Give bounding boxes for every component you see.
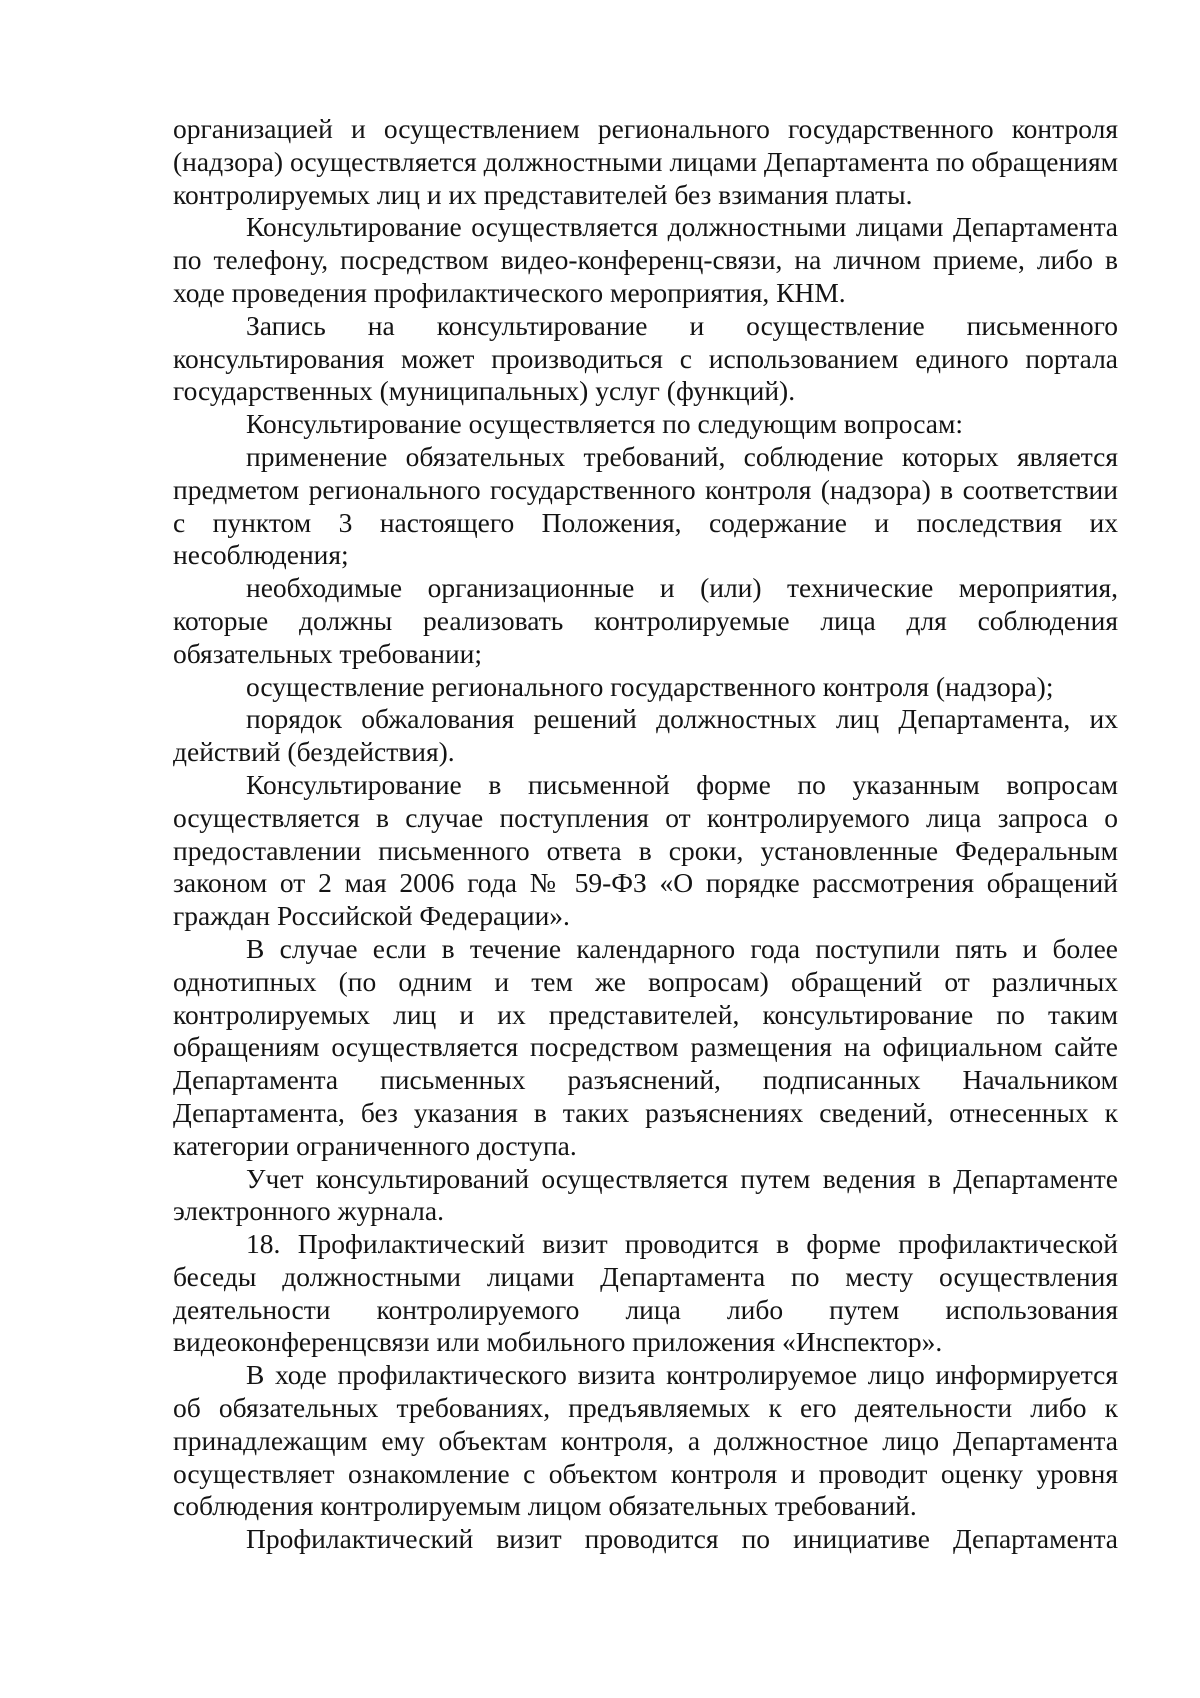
paragraph-2: Консультирование осуществляется должностными лицами Департамента по телефону, посредством видео-конференц-связи, на личном приеме, либо в ходе проведения профилактического мероприятия, КНМ. (173, 211, 1118, 308)
paragraph-11: Учет консультирований осуществляется путем ведения в Департаменте электронного журнала. (173, 1162, 1118, 1227)
paragraph-6: необходимые организационные и (или) технические мероприятия, которые должны реализовать контролируемые лица для соблюдения обязательных требовании; (173, 572, 1118, 669)
paragraph-5: применение обязательных требований, соблюдение которых является предметом регионального государственного контроля (надзора) в соответствии с пунктом 3 настоящего Положения, содержание и последствия их несоблюдения; (173, 440, 1118, 571)
paragraph-12: 18. Профилактический визит проводится в форме профилактической беседы должностными лицами Департамента по месту осуществления деятельности контролируемого лица либо путем использования видеоконференцсвязи или мобильного приложения «Инспектор». (173, 1228, 1118, 1358)
paragraph-7: осуществление регионального государственного контроля (надзора); (246, 670, 1054, 702)
paragraph-1: организацией и осуществлением регионального государственного контроля (надзора) осуществляется должностными лицами Департамента по обращениям контролируемых лиц и их представителей без взимания платы. (173, 113, 1118, 210)
document-body (173, 113, 1118, 1556)
paragraph-8: порядок обжалования решений должностных лиц Департамента, их действий (бездействия). (173, 703, 1118, 768)
paragraph-10: В случае если в течение календарного года поступили пять и более однотипных (по одним и тем же вопросам) обращений от различных контролируемых лиц и их представителей, консультирование по таким обращениям осуществляется посредством размещения на официальном сайте Департамента письменных разъяснений, подписанных Начальником Департамента, без указания в таких разъяснениях сведений, отнесенных к категории ограниченного доступа. (173, 932, 1118, 1161)
paragraph-14: Профилактический визит проводится по инициативе Департамента (246, 1523, 1118, 1555)
paragraph-4: Консультирование осуществляется по следующим вопросам: (246, 408, 964, 440)
paragraph-13: В ходе профилактического визита контролируемое лицо информируется об обязательных требованиях, предъявляемых к его деятельности либо к принадлежащим ему объектам контроля, а должностное лицо Департамента осуществляет ознакомление с объектом контроля и проводит оценку уровня соблюдения контролируемым лицом обязательных требований. (173, 1359, 1118, 1522)
paragraph-3: Запись на консультирование и осуществление письменного консультирования может производиться с использованием единого портала государственных (муниципальных) услуг (функций). (173, 309, 1118, 407)
paragraph-9: Консультирование в письменной форме по указанным вопросам осуществляется в случае поступления от контролируемого лица запроса о предоставлении письменного ответа в сроки, установленные Федеральным законом от 2 мая 2006 года № 59-ФЗ «О порядке рассмотрения обращений граждан Российской Федерации». (173, 768, 1118, 932)
